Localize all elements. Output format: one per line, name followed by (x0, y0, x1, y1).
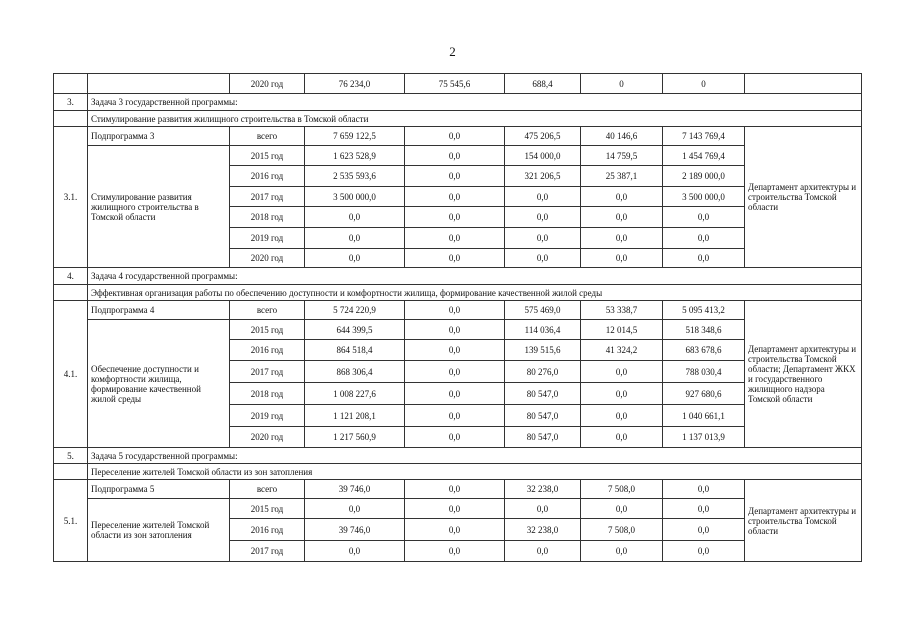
value-cell: 1 623 528,9 (305, 146, 405, 166)
number-cell (54, 74, 88, 94)
value-cell: 0,0 (405, 166, 505, 187)
value-cell: 2 535 593,6 (305, 166, 405, 187)
subprogram-number: 3.1. (54, 127, 88, 268)
value-cell: 1 454 769,4 (663, 146, 745, 166)
value-cell: 0,0 (405, 320, 505, 340)
task-number: 5. (54, 448, 88, 464)
value-cell: 0,0 (505, 228, 581, 249)
value-cell: 0,0 (581, 187, 663, 207)
value-cell: 154 000,0 (505, 146, 581, 166)
value-cell: 32 238,0 (505, 519, 581, 541)
value-cell: 1 040 661,1 (663, 405, 745, 427)
subprogram-name: Подпрограмма 3 (88, 127, 230, 146)
value-cell: 0,0 (305, 228, 405, 249)
value-cell: 683 678,6 (663, 340, 745, 361)
period-cell: всего (230, 127, 305, 146)
value-cell: 0,0 (663, 499, 745, 519)
value-cell: 0,0 (405, 146, 505, 166)
subprogram-number: 4.1. (54, 301, 88, 448)
subprogram-name: Подпрограмма 4 (88, 301, 230, 320)
value-cell: 76 234,0 (305, 74, 405, 94)
value-cell: 0,0 (405, 480, 505, 499)
value-cell: 80 547,0 (505, 405, 581, 427)
period-cell: 2017 год (230, 361, 305, 383)
value-cell: 927 680,6 (663, 383, 745, 405)
period-cell: всего (230, 480, 305, 499)
value-cell: 0,0 (405, 405, 505, 427)
value-cell: 868 306,4 (305, 361, 405, 383)
table-row (54, 74, 862, 94)
value-cell: 0 (663, 74, 745, 94)
value-cell: 40 146,6 (581, 127, 663, 146)
value-cell: 0,0 (505, 541, 581, 562)
period-cell: 2015 год (230, 320, 305, 340)
value-cell: 114 036,4 (505, 320, 581, 340)
budget-table (53, 73, 862, 562)
value-cell: 80 547,0 (505, 427, 581, 448)
value-cell: 80 547,0 (505, 383, 581, 405)
value-cell: 644 399,5 (305, 320, 405, 340)
value-cell: 0,0 (405, 427, 505, 448)
task-goal: Переселение жителей Томской области из зон затопления (88, 464, 862, 480)
value-cell: 0,0 (581, 541, 663, 562)
period-cell: 2019 год (230, 405, 305, 427)
value-cell: 0,0 (505, 499, 581, 519)
value-cell: 39 746,0 (305, 519, 405, 541)
value-cell: 2 189 000,0 (663, 166, 745, 187)
period-cell: 2019 год (230, 228, 305, 249)
period-cell: 2018 год (230, 383, 305, 405)
subprogram-name: Подпрограмма 5 (88, 480, 230, 499)
subprogram-description: Переселение жителей Томской области из зон затопления (88, 499, 230, 562)
value-cell: 0,0 (663, 541, 745, 562)
value-cell: 0,0 (405, 249, 505, 268)
value-cell: 0,0 (581, 427, 663, 448)
value-cell: 14 759,5 (581, 146, 663, 166)
value-cell: 12 014,5 (581, 320, 663, 340)
value-cell: 0,0 (405, 207, 505, 228)
value-cell: 7 508,0 (581, 519, 663, 541)
subprogram-number: 5.1. (54, 480, 88, 562)
table-row (54, 127, 862, 146)
period-cell: 2016 год (230, 519, 305, 541)
value-cell: 0,0 (663, 207, 745, 228)
department-cell: Департамент архитектуры и строительства Томской области; Департамент ЖКХ и государственного жилищного надзора Томской области (745, 301, 862, 448)
value-cell: 41 324,2 (581, 340, 663, 361)
value-cell: 0,0 (505, 187, 581, 207)
value-cell: 0,0 (405, 301, 505, 320)
table-row (54, 301, 862, 320)
value-cell: 0,0 (405, 383, 505, 405)
value-cell: 0,0 (305, 249, 405, 268)
task-heading: Задача 4 государственной программы: (88, 268, 862, 285)
value-cell: 0,0 (305, 541, 405, 562)
value-cell: 80 276,0 (505, 361, 581, 383)
value-cell: 3 500 000,0 (663, 187, 745, 207)
period-cell: всего (230, 301, 305, 320)
value-cell: 139 515,6 (505, 340, 581, 361)
value-cell: 0 (581, 74, 663, 94)
department-cell: Департамент архитектуры и строительства Томской области (745, 127, 862, 268)
value-cell: 0,0 (663, 228, 745, 249)
value-cell: 5 724 220,9 (305, 301, 405, 320)
value-cell: 475 206,5 (505, 127, 581, 146)
value-cell: 1 137 013,9 (663, 427, 745, 448)
period-cell: 2020 год (230, 74, 305, 94)
table-row (54, 285, 862, 301)
value-cell: 3 500 000,0 (305, 187, 405, 207)
table-row (54, 320, 862, 340)
value-cell: 0,0 (581, 249, 663, 268)
task-goal: Стимулирование развития жилищного строительства в Томской области (88, 111, 862, 127)
subprogram-description: Обеспечение доступности и комфортности жилища, формирование качественной жилой среды (88, 320, 230, 448)
department-cell (745, 74, 862, 94)
period-cell: 2015 год (230, 146, 305, 166)
value-cell: 0,0 (405, 361, 505, 383)
value-cell: 0,0 (405, 499, 505, 519)
value-cell: 7 508,0 (581, 480, 663, 499)
value-cell: 32 238,0 (505, 480, 581, 499)
value-cell: 1 217 560,9 (305, 427, 405, 448)
value-cell: 0,0 (581, 361, 663, 383)
period-cell: 2016 год (230, 340, 305, 361)
value-cell: 0,0 (405, 228, 505, 249)
table-row (54, 448, 862, 464)
value-cell: 321 206,5 (505, 166, 581, 187)
table-row (54, 268, 862, 285)
value-cell: 0,0 (505, 249, 581, 268)
table-row (54, 499, 862, 519)
period-cell: 2018 год (230, 207, 305, 228)
task-number-empty (54, 464, 88, 480)
task-heading: Задача 5 государственной программы: (88, 448, 862, 464)
table-row (54, 464, 862, 480)
value-cell: 7 143 769,4 (663, 127, 745, 146)
value-cell: 0,0 (405, 519, 505, 541)
value-cell: 0,0 (305, 499, 405, 519)
value-cell: 0,0 (305, 207, 405, 228)
table-row (54, 111, 862, 127)
value-cell: 0,0 (581, 228, 663, 249)
value-cell: 53 338,7 (581, 301, 663, 320)
value-cell: 0,0 (405, 541, 505, 562)
task-number: 3. (54, 94, 88, 111)
value-cell: 0,0 (663, 519, 745, 541)
value-cell: 788 030,4 (663, 361, 745, 383)
task-goal: Эффективная организация работы по обеспечению доступности и комфортности жилища, формирование качественной жилой среды (88, 285, 862, 301)
table-row (54, 480, 862, 499)
page-number: 2 (449, 44, 456, 59)
value-cell: 5 095 413,2 (663, 301, 745, 320)
task-number-empty (54, 111, 88, 127)
table-row (54, 94, 862, 111)
value-cell: 688,4 (505, 74, 581, 94)
table-row (54, 146, 862, 166)
value-cell: 0,0 (581, 405, 663, 427)
value-cell: 7 659 122,5 (305, 127, 405, 146)
value-cell: 0,0 (663, 249, 745, 268)
period-cell: 2020 год (230, 249, 305, 268)
value-cell: 0,0 (505, 207, 581, 228)
value-cell: 1 121 208,1 (305, 405, 405, 427)
period-cell: 2017 год (230, 187, 305, 207)
value-cell: 1 008 227,6 (305, 383, 405, 405)
name-cell (88, 74, 230, 94)
task-number-empty (54, 285, 88, 301)
department-cell: Департамент архитектуры и строительства Томской области (745, 480, 862, 562)
value-cell: 25 387,1 (581, 166, 663, 187)
subprogram-description: Стимулирование развития жилищного строительства в Томской области (88, 146, 230, 268)
value-cell: 518 348,6 (663, 320, 745, 340)
value-cell: 39 746,0 (305, 480, 405, 499)
period-cell: 2017 год (230, 541, 305, 562)
value-cell: 0,0 (581, 207, 663, 228)
value-cell: 0,0 (581, 383, 663, 405)
period-cell: 2016 год (230, 166, 305, 187)
value-cell: 75 545,6 (405, 74, 505, 94)
value-cell: 0,0 (581, 499, 663, 519)
value-cell: 575 469,0 (505, 301, 581, 320)
value-cell: 0,0 (405, 340, 505, 361)
value-cell: 0,0 (405, 127, 505, 146)
task-number: 4. (54, 268, 88, 285)
task-heading: Задача 3 государственной программы: (88, 94, 862, 111)
period-cell: 2015 год (230, 499, 305, 519)
value-cell: 0,0 (663, 480, 745, 499)
period-cell: 2020 год (230, 427, 305, 448)
value-cell: 0,0 (405, 187, 505, 207)
value-cell: 864 518,4 (305, 340, 405, 361)
